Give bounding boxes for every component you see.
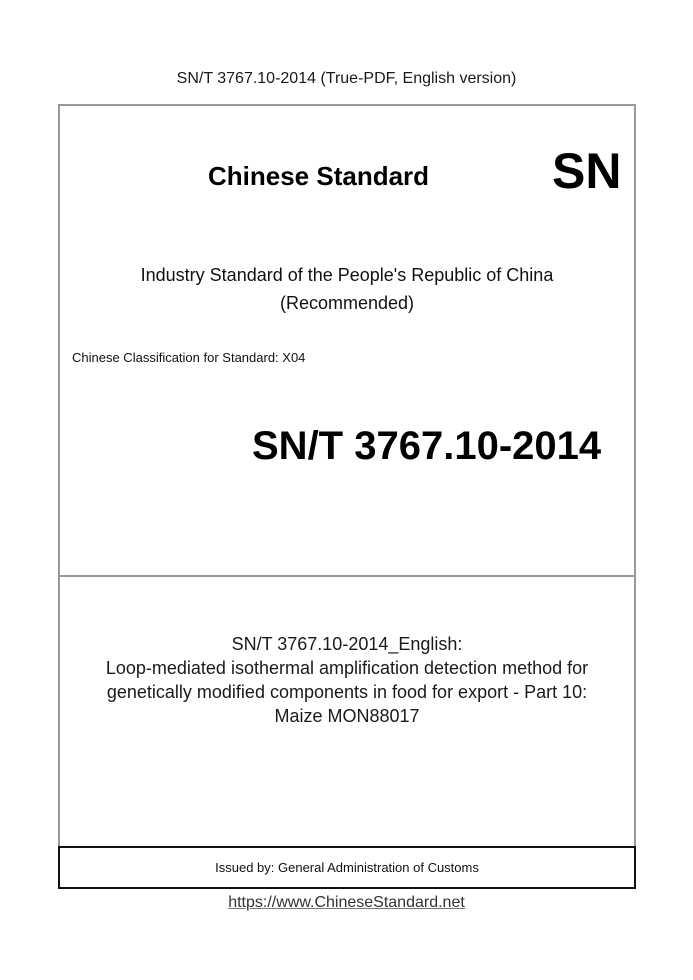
standard-code: SN/T 3767.10-2014 bbox=[252, 424, 602, 468]
industry-standard-heading bbox=[60, 261, 634, 317]
title-line-2: Loop-mediated isothermal amplification detection method for bbox=[105, 658, 589, 678]
industry-line-1: Industry Standard of the People's Republic of China bbox=[140, 265, 554, 285]
title-line-4: Maize MON88017 bbox=[274, 706, 420, 726]
section-divider bbox=[60, 575, 634, 577]
document-title-block bbox=[60, 632, 634, 728]
cover-box bbox=[58, 104, 636, 848]
issued-by-box bbox=[58, 846, 636, 889]
title-line-1: SN/T 3767.10-2014_English: bbox=[231, 634, 463, 654]
website-link[interactable]: https://www.ChineseStandard.net bbox=[228, 894, 465, 911]
chinese-standard-label: Chinese Standard bbox=[208, 161, 430, 191]
footer bbox=[0, 894, 693, 912]
title-line-3: genetically modified components in food for export - Part 10: bbox=[106, 682, 588, 702]
issued-by-text: Issued by: General Administration of Customs bbox=[215, 860, 479, 875]
document-header-title: SN/T 3767.10-2014 (True-PDF, English version) bbox=[176, 70, 517, 87]
classification-label: Chinese Classification for Standard: X04 bbox=[72, 350, 306, 365]
sn-mark: SN bbox=[552, 143, 622, 199]
industry-line-2: (Recommended) bbox=[279, 293, 415, 313]
cover-upper-section bbox=[60, 106, 634, 576]
